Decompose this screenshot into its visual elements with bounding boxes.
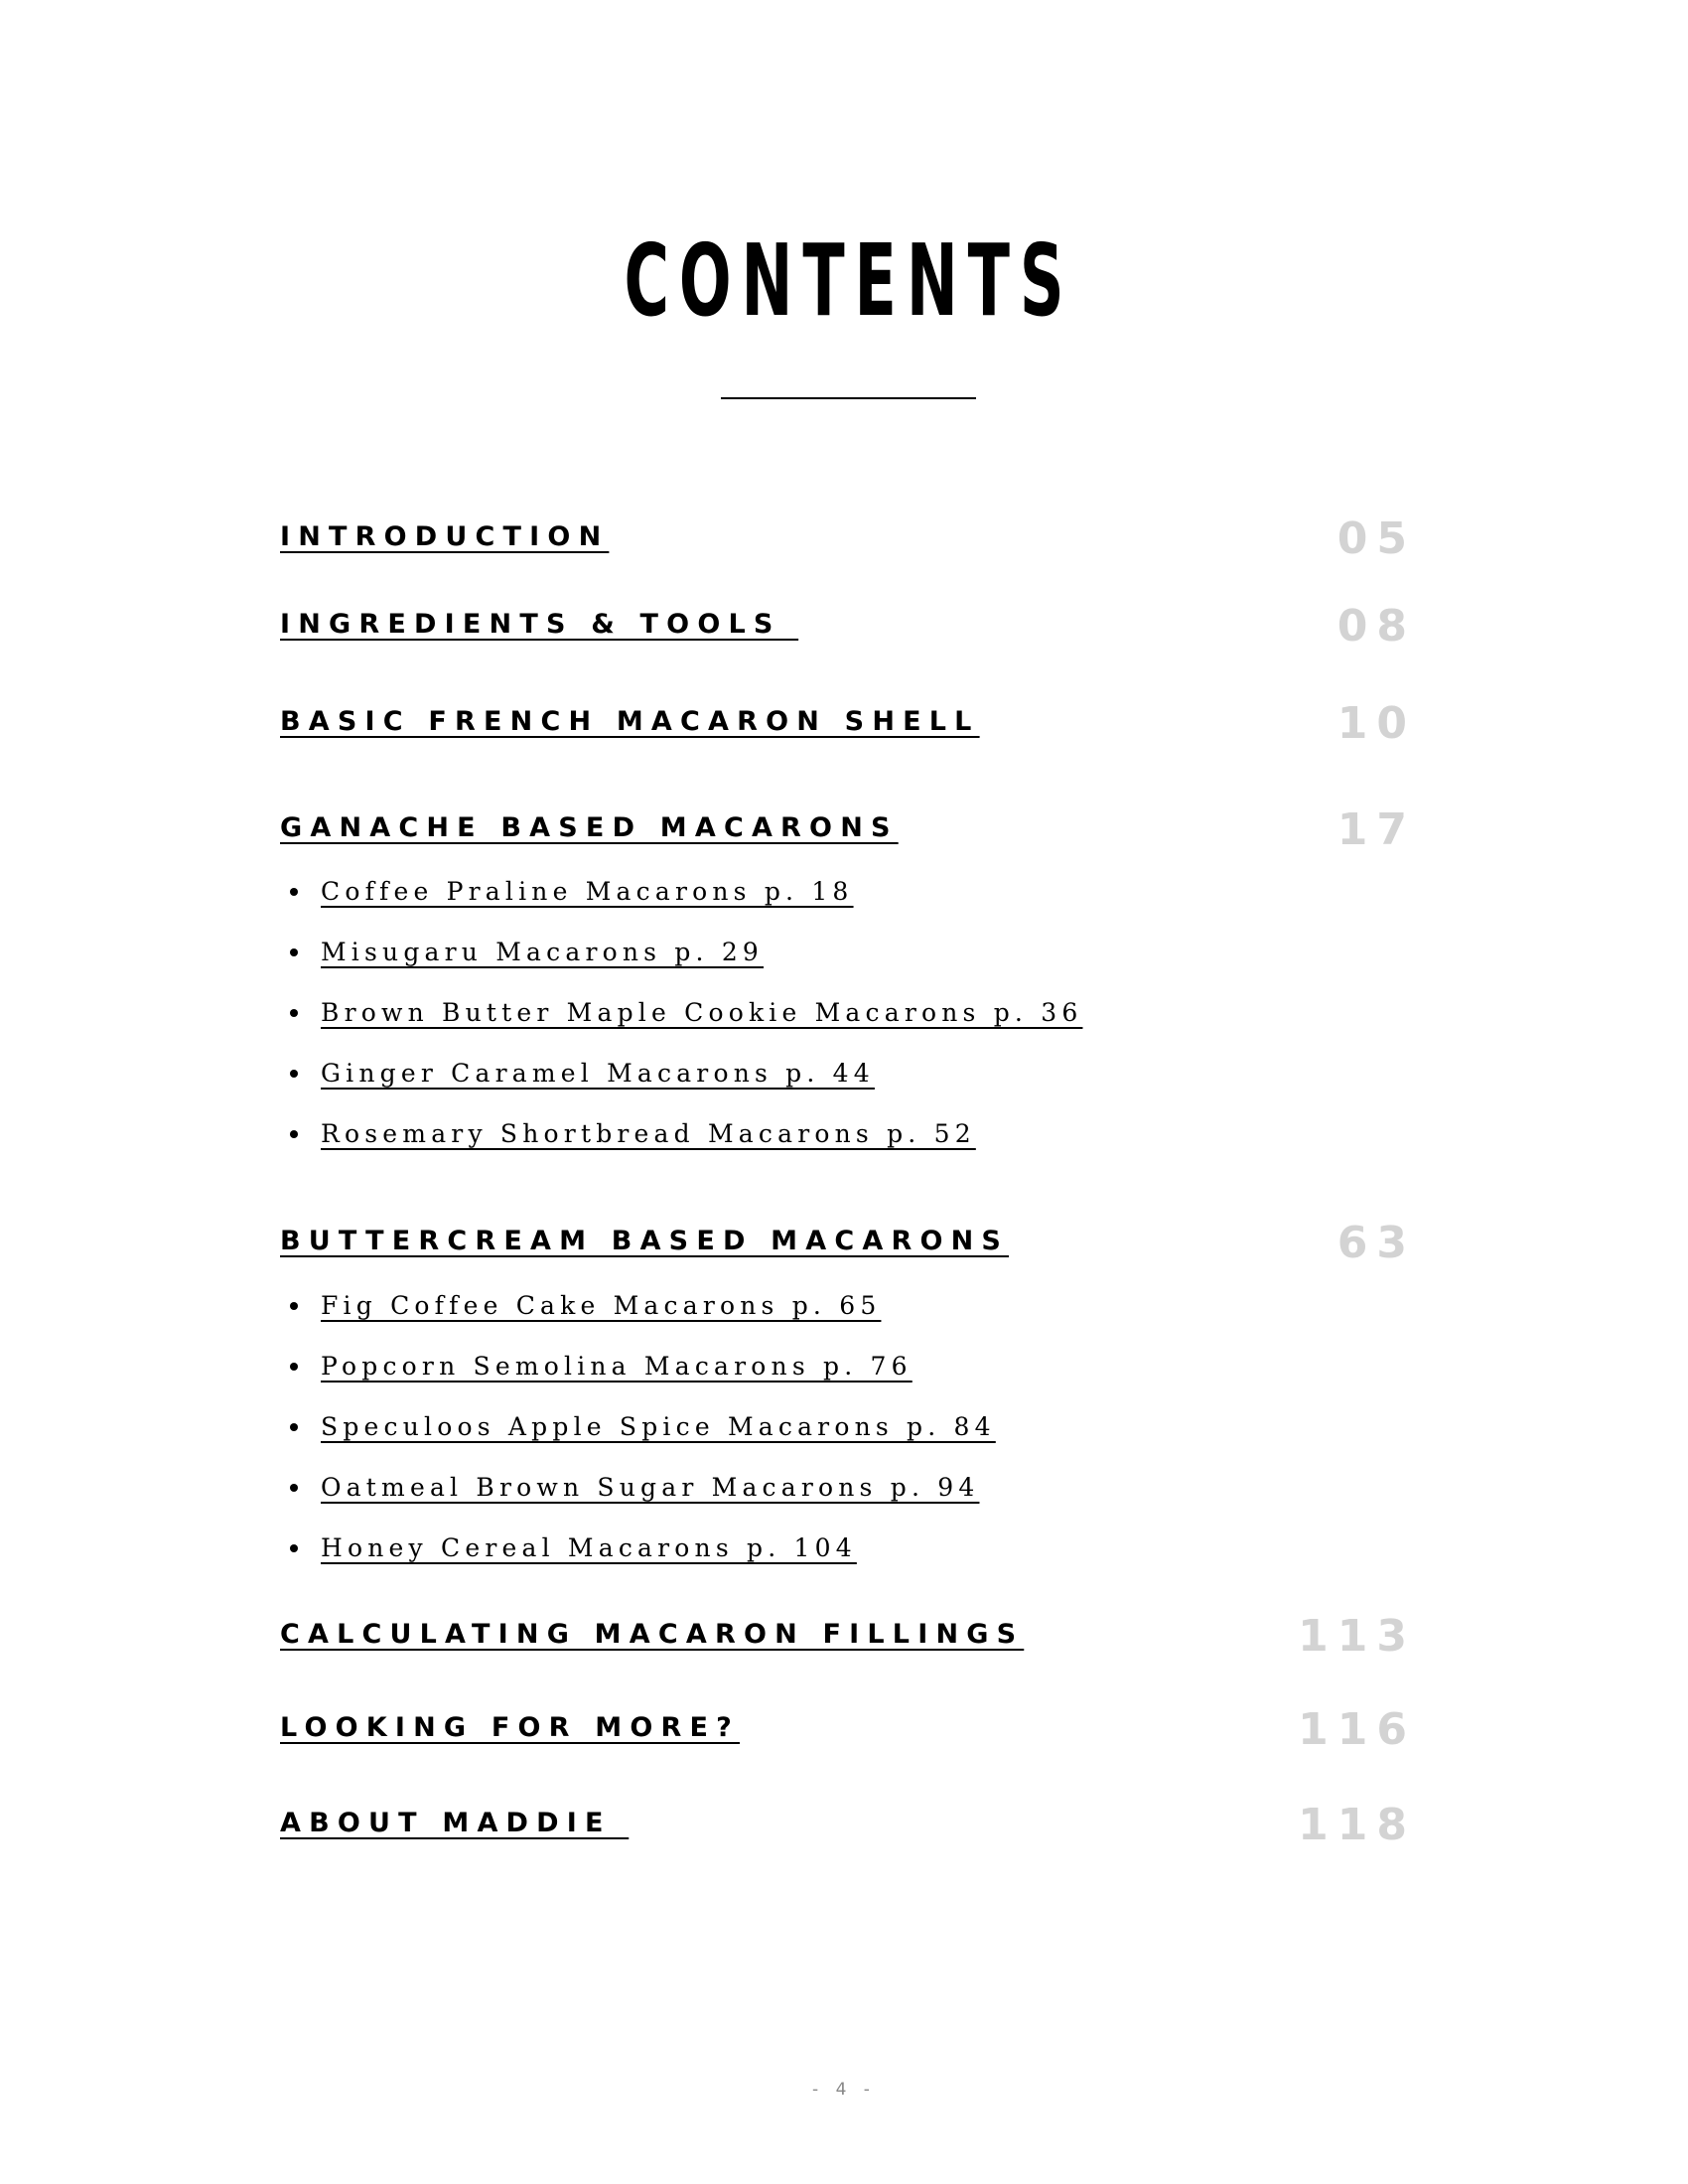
toc-page-number: 118 — [1298, 1800, 1416, 1850]
recipe-link[interactable]: Misugaru Macarons p. 29 — [321, 938, 765, 966]
bullet-icon — [290, 1070, 298, 1078]
footer-page-number: - 4 - — [812, 2080, 876, 2100]
bullet-icon — [290, 1363, 298, 1371]
recipe-link[interactable]: Brown Butter Maple Cookie Macarons p. 36 — [321, 998, 1083, 1027]
recipe-link[interactable]: Coffee Praline Macarons p. 18 — [321, 877, 854, 906]
buttercream-recipe-list — [290, 1286, 996, 1589]
toc-entry-looking-for-more — [280, 1700, 1422, 1760]
list-item — [290, 1529, 996, 1589]
toc-page-number: 10 — [1336, 698, 1416, 749]
toc-entry-introduction — [280, 510, 1422, 569]
list-item — [290, 1468, 996, 1529]
bullet-icon — [290, 1544, 298, 1552]
recipe-link[interactable]: Honey Cereal Macarons p. 104 — [321, 1533, 857, 1562]
toc-entry-about-maddie — [280, 1796, 1422, 1855]
list-item — [290, 1286, 996, 1347]
bullet-icon — [290, 1484, 298, 1492]
toc-link-ingredients-tools[interactable]: INGREDIENTS & TOOLS — [280, 609, 799, 640]
bullet-icon — [290, 1302, 298, 1310]
recipe-link[interactable]: Ginger Caramel Macarons p. 44 — [321, 1059, 875, 1088]
toc-link-ganache[interactable]: GANACHE BASED MACARONS — [280, 812, 899, 843]
toc-link-calculating-fillings[interactable]: CALCULATING MACARON FILLINGS — [280, 1619, 1025, 1650]
title-divider — [721, 397, 976, 399]
list-item — [290, 1114, 1082, 1175]
toc-page-number: 113 — [1298, 1611, 1416, 1662]
list-item — [290, 1407, 996, 1468]
ganache-recipe-list — [290, 872, 1082, 1175]
toc-page-number: 05 — [1336, 513, 1416, 564]
toc-entry-calculating-fillings — [280, 1607, 1422, 1667]
list-item — [290, 993, 1082, 1054]
toc-link-buttercream[interactable]: BUTTERCREAM BASED MACARONS — [280, 1226, 1010, 1256]
bullet-icon — [290, 1130, 298, 1138]
toc-page-number: 08 — [1336, 601, 1416, 652]
toc-link-looking-for-more[interactable]: LOOKING FOR MORE? — [280, 1712, 740, 1743]
list-item — [290, 1347, 996, 1407]
list-item — [290, 1054, 1082, 1114]
recipe-link[interactable]: Popcorn Semolina Macarons p. 76 — [321, 1352, 913, 1381]
toc-entry-ganache — [280, 801, 1422, 860]
page-title: CONTENTS — [624, 222, 1074, 339]
toc-page-number: 63 — [1336, 1218, 1416, 1268]
recipe-link[interactable]: Speculoos Apple Spice Macarons p. 84 — [321, 1412, 996, 1441]
toc-entry-ingredients-tools — [280, 597, 1422, 656]
toc-link-introduction[interactable]: INTRODUCTION — [280, 521, 610, 552]
toc-entry-basic-shell — [280, 694, 1422, 754]
toc-link-about-maddie[interactable]: ABOUT MADDIE — [280, 1808, 630, 1838]
toc-page-number: 17 — [1336, 804, 1416, 855]
recipe-link[interactable]: Oatmeal Brown Sugar Macarons p. 94 — [321, 1473, 980, 1502]
recipe-link[interactable]: Fig Coffee Cake Macarons p. 65 — [321, 1291, 882, 1320]
list-item — [290, 933, 1082, 993]
bullet-icon — [290, 1009, 298, 1017]
list-item — [290, 872, 1082, 933]
bullet-icon — [290, 1423, 298, 1431]
bullet-icon — [290, 948, 298, 956]
recipe-link[interactable]: Rosemary Shortbread Macarons p. 52 — [321, 1119, 976, 1148]
toc-link-basic-shell[interactable]: BASIC FRENCH MACARON SHELL — [280, 706, 980, 737]
toc-page-number: 116 — [1298, 1704, 1416, 1755]
toc-entry-buttercream — [280, 1214, 1422, 1273]
bullet-icon — [290, 888, 298, 896]
